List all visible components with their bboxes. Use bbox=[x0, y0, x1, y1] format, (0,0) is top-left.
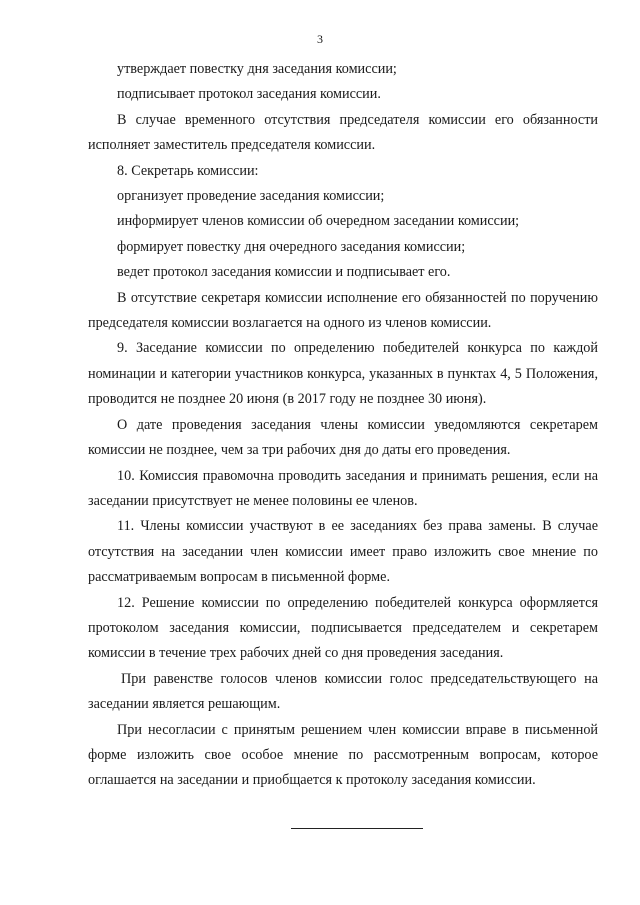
paragraph-item-10: 10. Комиссия правомочна проводить заседания и принимать решения, если на заседании присутствует не менее половины ее членов. bbox=[88, 467, 598, 509]
paragraph-item-11: 11. Члены комиссии участвуют в ее заседаниях без права замены. В случае отсутствия на заседании член комиссии имеет право изложить свое мнение по рассматриваемым вопросам в письменной форме. bbox=[88, 518, 598, 586]
paragraph-deputy-chair: В случае временного отсутствия председателя комиссии его обязанности исполняет заместитель председателя комиссии. bbox=[88, 111, 598, 154]
document-body bbox=[88, 57, 598, 794]
paragraph-keeps-protocol: ведет протокол заседания комиссии и подписывает его. bbox=[117, 264, 451, 281]
paragraph-item-9: 9. Заседание комиссии по определению победителей конкурса по каждой номинации и категории участников конкурса, указанных в пунктах 4, 5 Положения, проводится не позднее 20 июня (в 2017 году не позднее 30 июня). bbox=[88, 340, 598, 408]
paragraph-approve-agenda: утверждает повестку дня заседания комиссии; bbox=[117, 61, 397, 77]
paragraph-item-12: 12. Решение комиссии по определению победителей конкурса оформляется протоколом заседания комиссии, подписывается председателем и секретарем комиссии в течение трех рабочих дней со дня проведения заседания. bbox=[88, 594, 598, 662]
paragraph-sign-protocol: подписывает протокол заседания комиссии. bbox=[117, 86, 381, 103]
paragraph-dissent: При несогласии с принятым решением член комиссии вправе в письменной форме изложить свое особое мнение по рассмотренным вопросам, которое оглашается на заседании и приобщается к протоколу заседания комиссии. bbox=[88, 721, 598, 789]
paragraph-forms-agenda: формирует повестку дня очередного заседания комиссии; bbox=[117, 238, 466, 255]
paragraph-secretary-absence: В отсутствие секретаря комиссии исполнение его обязанностей по поручению председателя комиссии возлагается на одного из членов комиссии. bbox=[88, 289, 598, 332]
paragraph-organizes-meeting: организует проведение заседания комиссии; bbox=[117, 188, 385, 205]
page-number: 3 bbox=[317, 32, 323, 46]
paragraph-tie-vote: При равенстве голосов членов комиссии голос председательствующего на заседании является решающим. bbox=[88, 670, 598, 713]
paragraph-informs-members: информирует членов комиссии об очередном заседании комиссии; bbox=[117, 213, 520, 230]
paragraph-secretary-heading: 8. Секретарь комиссии: bbox=[117, 162, 259, 179]
paragraph-meeting-notice: О дате проведения заседания члены комиссии уведомляются секретарем комиссии не позднее, чем за три рабочих дня до даты его проведения. bbox=[88, 416, 598, 459]
end-divider-line bbox=[291, 828, 423, 829]
